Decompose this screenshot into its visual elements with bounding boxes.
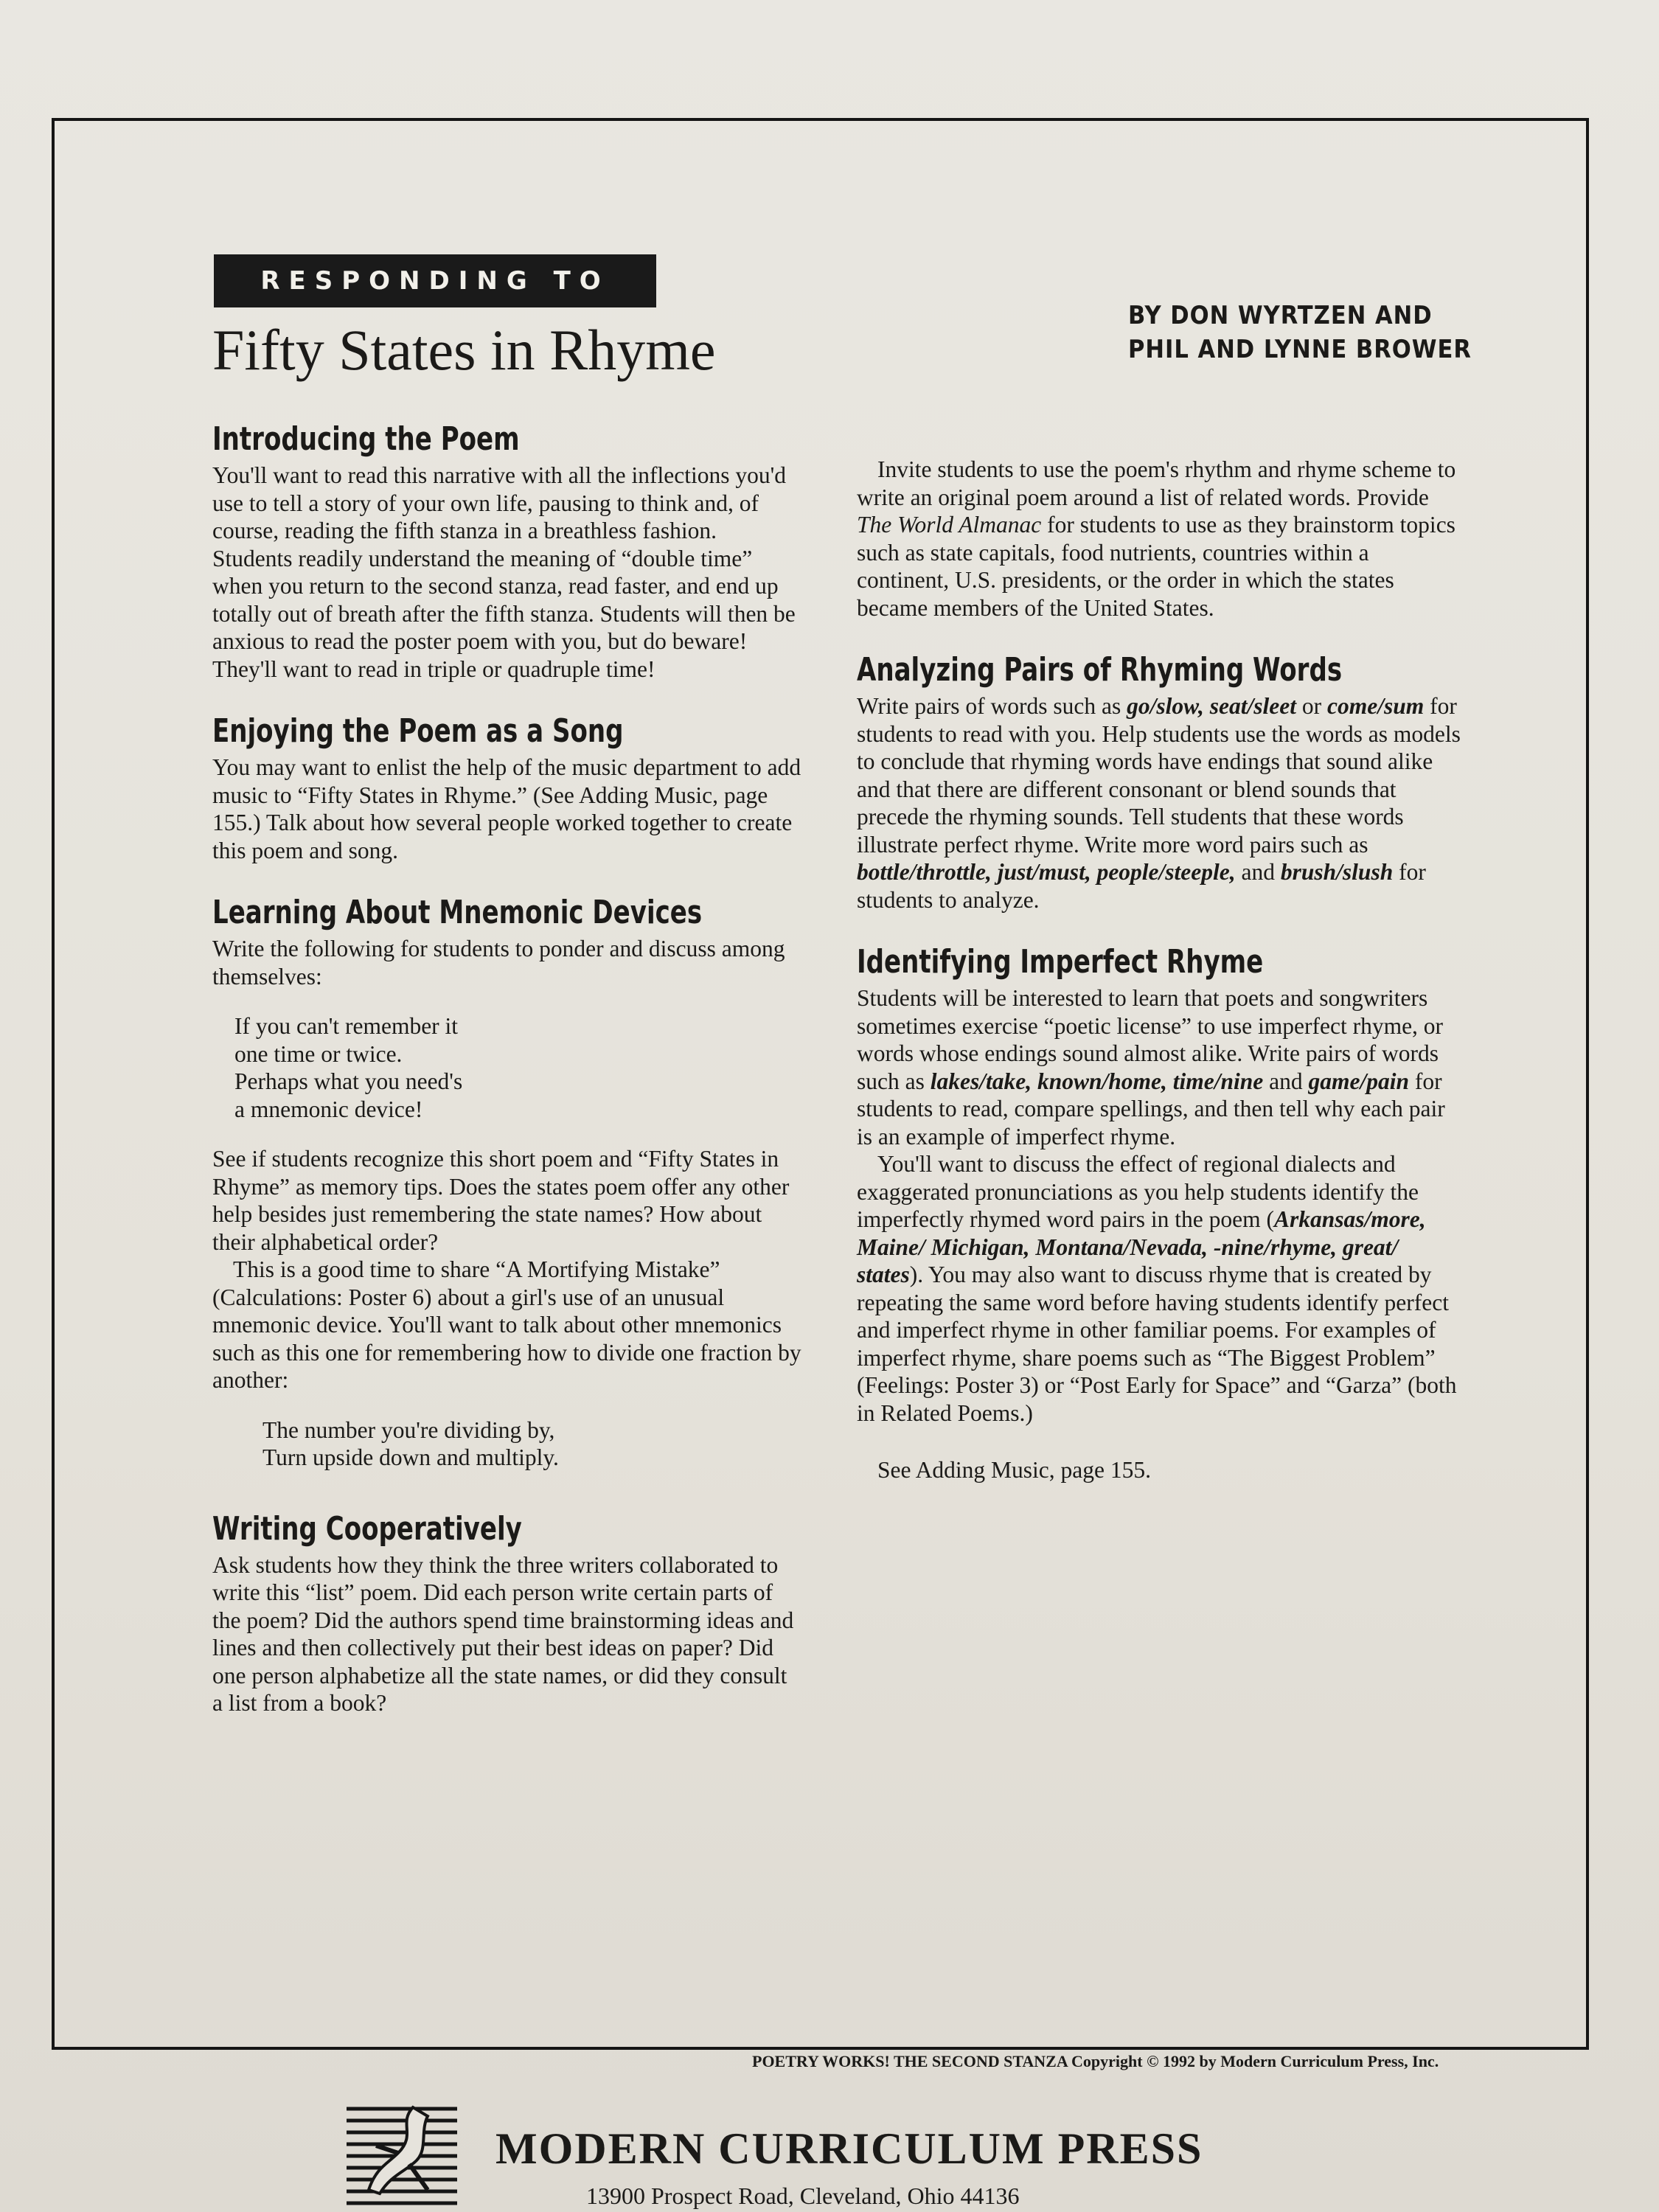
page-title: Fifty States in Rhyme	[212, 318, 716, 382]
verse-line: The number you're dividing by,	[262, 1416, 555, 1443]
book-title: The World Almanac	[857, 512, 1042, 538]
section-banner: RESPONDING TO	[214, 254, 656, 307]
section-heading-writing: Writing Cooperatively	[212, 1509, 522, 1548]
section-heading-mnemonic: Learning About Mnemonic Devices	[212, 894, 703, 931]
author-byline	[1128, 299, 1512, 366]
word-pairs: lakes/take, known/home, time/nine	[930, 1068, 1264, 1094]
verse-line: a mnemonic device!	[234, 1096, 423, 1122]
verse-block-fraction	[262, 1416, 802, 1472]
section-heading-pairs: Analyzing Pairs of Rhyming Words	[857, 651, 1343, 689]
cross-reference: See Adding Music, page 155.	[877, 1457, 1151, 1483]
paragraph-imperfect-1: Students will be interested to learn that poets and songwriters sometimes exercise “poetic license” to use imperfect rhyme, or words whose endings sound almost alike. Write pairs of words such as lakes/take, known/home, time/nine and game/pain for students to read, compare spellings, and then tell why each pair is an example of imperfect rhyme.	[857, 985, 1445, 1150]
right-column	[857, 456, 1461, 1484]
copyright-line: POETRY WORKS! THE SECOND STANZA Copyright © 1992 by Modern Curriculum Press, Inc.	[752, 2052, 1439, 2070]
paragraph-writing: Ask students how they think the three writers collaborated to write this “list” poem. Did each person write certain parts of the poem? Did the authors spend time brainstorming ideas and lines and then collectively put their best ideas on paper? Did one person alphabetize all the state names, or did they consult a list from a book?	[212, 1551, 794, 1716]
author-line: BY DON WYRTZEN AND	[1128, 301, 1433, 330]
paragraph-mnemonic-2: This is a good time to share “A Mortifying Mistake” (Calculations: Poster 6) about a girl's use of an unusual mnemonic device. You'll want to talk about other mnemonics such as this one for remembering how to divide one fraction by another:	[212, 1256, 801, 1393]
section-heading-song: Enjoying the Poem as a Song	[212, 712, 624, 750]
paragraph-imperfect-2: You'll want to discuss the effect of regional dialects and exaggerated pronunciations as you help students identify the imperfectly rhymed word pairs in the poem (Arkansas/more, Maine/ Michigan, Montana/Nevada, -nine/rhyme, great/ states). You may also want to discuss rhyme that is created by repeating the same word before having students identify perfect and imperfect rhyme in other familiar poems. For examples of imperfect rhyme, share poems such as “The Biggest Problem” (Feelings: Poster 3) or “Post Early for Space” and “Garza” (both in Related Poems.)	[857, 1151, 1457, 1426]
verse-line: Turn upside down and multiply.	[262, 1444, 559, 1470]
word-pairs: come/sum	[1326, 693, 1425, 719]
publisher-address: 13900 Prospect Road, Cleveland, Ohio 44136	[586, 2183, 1020, 2209]
word-pairs: brush/slush	[1280, 859, 1394, 885]
section-heading-introducing: Introducing the Poem	[212, 420, 520, 458]
word-pairs: bottle/throttle, just/must, people/steeple,	[857, 859, 1236, 885]
paragraph-mnemonic-intro: Write the following for students to ponder and discuss among themselves:	[212, 936, 785, 990]
paragraph-mnemonic-1: See if students recognize this short poem and “Fifty States in Rhyme” as memory tips. Does the states poem offer any other help besides just remembering the state names? How about their alphabetical order?	[212, 1146, 790, 1255]
word-pairs: game/pain	[1308, 1068, 1410, 1094]
section-heading-imperfect: Identifying Imperfect Rhyme	[857, 943, 1264, 981]
publisher-name: MODERN CURRICULUM PRESS	[495, 2124, 1203, 2173]
paragraph-song: You may want to enlist the help of the music department to add music to “Fifty States in Rhyme.” (See Adding Music, page 155.) Talk about how several people worked together to create this poem and song.	[212, 754, 801, 863]
verse-line: If you can't remember it	[234, 1013, 459, 1039]
publisher-logo-icon	[347, 2101, 457, 2212]
left-column	[212, 420, 802, 1717]
paragraph-introducing: You'll want to read this narrative with all the inflections you'd use to tell a story of your own life, pausing to think and, of course, reading the fifth stanza in a breathless fashion. Students readily understand the meaning of “double time” when you return to the second stanza, read faster, and end up totally out of breath after the fifth stanza. Students will then be anxious to read the poster poem with you, but do beware! They'll want to read in triple or quadruple time!	[212, 462, 796, 682]
verse-block	[234, 1012, 802, 1123]
word-pairs: go/slow, seat/sleet	[1127, 693, 1296, 719]
author-line: PHIL AND LYNNE BROWER	[1128, 335, 1472, 364]
word-pairs: Arkansas/more, Maine/ Michigan, Montana/Nevada, -nine/rhyme, great/ states	[857, 1206, 1426, 1287]
paragraph-invite: Invite students to use the poem's rhythm and rhyme scheme to write an original poem around a list of related words. Provide The World Almanac for students to use as they brainstorm topics such as state capitals, food nutrients, countries within a continent, U.S. presidents, or the order in which the states became members of the United States.	[857, 456, 1456, 621]
verse-line: Perhaps what you need's	[234, 1068, 463, 1094]
paragraph-pairs: Write pairs of words such as go/slow, seat/sleet or come/sum for students to read with you. Help students use the words as models to conclude that rhyming words have endings that sound alike and that there are different consonant or blend sounds that precede the rhyming sounds. Tell students that these words illustrate perfect rhyme. Write more word pairs such as bottle/throttle, just/must, people/steeple, and brush/slush for students to analyze.	[857, 693, 1461, 913]
verse-line: one time or twice.	[234, 1040, 403, 1067]
